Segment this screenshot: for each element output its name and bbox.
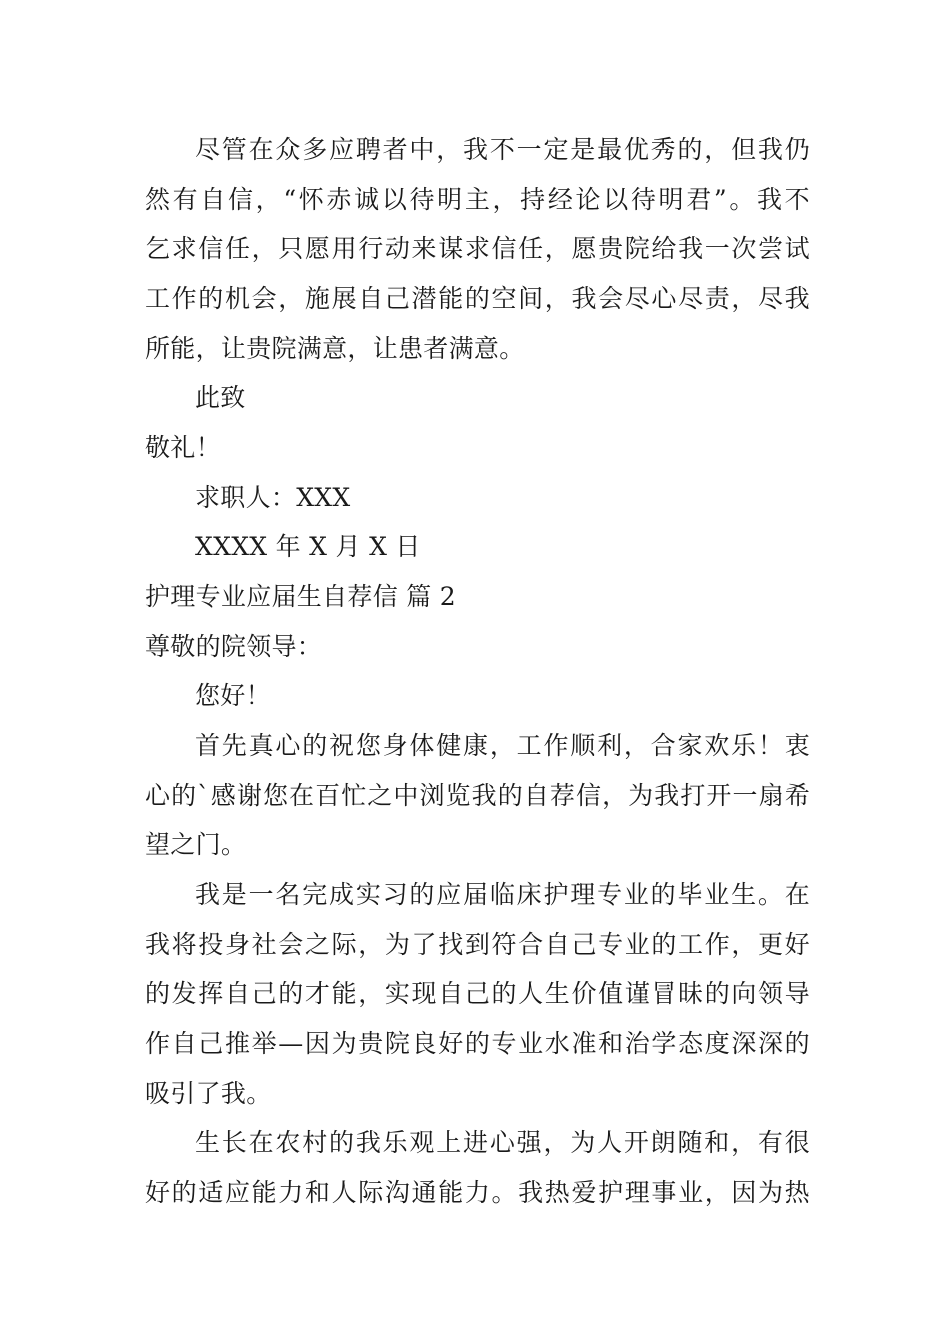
paragraph-line: 我是一名完成实习的应届临床护理专业的毕业生。在 [195,880,810,909]
paragraph-line: 好的适应能力和人际沟通能力。我热爱护理事业，因为热 [145,1178,810,1207]
paragraph-line: 心的`感谢您在百忙之中浏览我的自荐信，为我打开一扇希 [145,781,810,810]
paragraph-line: 我将投身社会之际，为了找到符合自己专业的工作，更好 [145,930,810,959]
paragraph-line: 工作的机会，施展自己潜能的空间，我会尽心尽责，尽我 [145,284,810,313]
paragraph-line: 生长在农村的我乐观上进心强，为人开朗随和，有很 [195,1128,810,1157]
paragraph-line: 的发挥自己的才能，实现自己的人生价值谨冒昧的向领导 [145,979,810,1008]
paragraph-line: 然有自信，“怀赤诚以待明主，持经论以待明君”。我不 [145,185,810,214]
section-title: 护理专业应届生自荐信 篇 2 [145,582,457,611]
paragraph-line: 望之门。 [145,830,247,859]
greeting-line: 您好！ [195,681,271,710]
paragraph-line: 所能，让贵院满意，让患者满意。 [145,334,525,363]
paragraph-line: 作自己推举—因为贵院良好的专业水准和治学态度深深的 [145,1029,810,1058]
salutation-line: 敬礼！ [145,433,221,462]
date-line: XXXX 年 X 月 X 日 [195,532,421,561]
paragraph-line: 尽管在众多应聘者中，我不一定是最优秀的，但我仍 [195,135,810,164]
greeting-line: 尊敬的院领导： [145,632,323,661]
paragraph-line: 乞求信任，只愿用行动来谋求信任，愿贵院给我一次尝试 [145,234,810,263]
closing-line: 此致 [195,383,246,412]
paragraph-line: 首先真心的祝您身体健康，工作顺利，合家欢乐！衷 [195,731,810,760]
paragraph-line: 吸引了我。 [145,1079,272,1108]
applicant-line: 求职人：XXX [195,483,351,512]
